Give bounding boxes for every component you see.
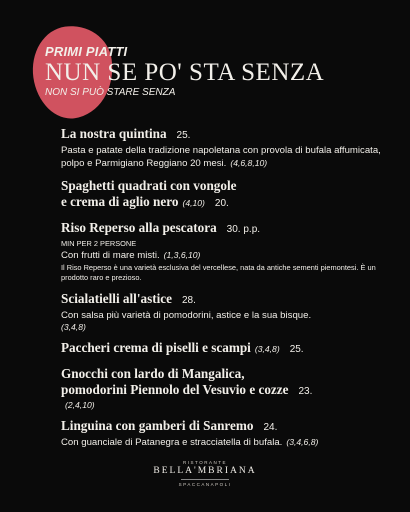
dish-name-cont: pomodorini Piennolo del Vesuvio e cozze 23. [61, 382, 313, 397]
dish-price: 20. [214, 198, 229, 209]
dish-allergens: (1,3,6,10) [163, 250, 201, 260]
section-kicker: PRIMI PIATTI [45, 44, 128, 59]
dish-note: Il Riso Reperso è una varietà esclusiva del vercellese, nata da antiche sementi piemontesi. È un prodotto raro e prezioso. [61, 263, 376, 282]
dish-name: Scialatielli all'astice 28. [61, 291, 196, 306]
menu-header [45, 44, 400, 98]
menu-item-quintina [61, 126, 391, 170]
logo-top-text: RISTORANTE [183, 460, 227, 465]
dish-allergens: (2,4,10) [65, 400, 95, 410]
dish-name: Gnocchi con lardo di Mangalica, [61, 366, 245, 381]
menu-item-paccheri [61, 340, 391, 358]
logo-subtitle: SPACCANAPOLI [178, 482, 232, 487]
logo-divider [181, 479, 229, 480]
dish-price: 30. p.p. [226, 224, 261, 235]
dish-allergens: (3,4,8) [61, 322, 86, 332]
menu-list [61, 126, 391, 457]
dish-description: Pasta e patate della tradizione napoletana con provola di bufala affumicata, polpo e Parmigiano Reggiano 20 mesi. (4,6,8,10) [61, 145, 381, 169]
dish-price: 25. [176, 130, 191, 141]
dish-price: 28. [181, 295, 196, 306]
menu-item-gnocchi [61, 366, 391, 410]
section-subtitle: NON SI PUÒ STARE SENZA [45, 87, 176, 98]
dish-price: 24. [263, 422, 278, 433]
dish-name: Riso Reperso alla pescatora 30. p.p. [61, 220, 261, 235]
dish-allergens: (4,10) [182, 198, 205, 208]
dish-name: Linguina con gamberi di Sanremo 24. [61, 418, 278, 433]
dish-price: 23. [298, 386, 313, 397]
dish-allergens: (4,6,8,10) [230, 158, 268, 168]
menu-item-linguina [61, 418, 391, 449]
menu-item-spaghetti [61, 178, 391, 212]
dish-name: Spaghetti quadrati con vongole [61, 178, 237, 193]
dish-description: Con salsa più varietà di pomodorini, astice e la sua bisque. [61, 310, 312, 321]
dish-minimum: MIN PER 2 PERSONE [61, 239, 137, 248]
logo-brand: BELLA'MBRIANA [153, 466, 257, 476]
dish-allergens: (3,4,6,8) [286, 437, 319, 447]
menu-item-scialatielli [61, 291, 391, 332]
dish-name: Paccheri crema di piselli e scampi (3,4,8) 25. [61, 340, 304, 355]
dish-price: 25. [289, 344, 304, 355]
dish-name-cont: e crema di aglio nero (4,10) 20. [61, 194, 229, 209]
dish-name: La nostra quintina 25. [61, 126, 191, 141]
restaurant-logo [0, 460, 410, 487]
dish-allergens: (3,4,8) [254, 344, 280, 354]
dish-description: Con frutti di mare misti. (1,3,6,10) [61, 250, 201, 261]
dish-description: Con guanciale di Patanegra e stracciatella di bufala. (3,4,6,8) [61, 437, 319, 448]
menu-item-riso [61, 220, 391, 283]
section-title: NUN SE PO' STA SENZA [45, 59, 325, 86]
